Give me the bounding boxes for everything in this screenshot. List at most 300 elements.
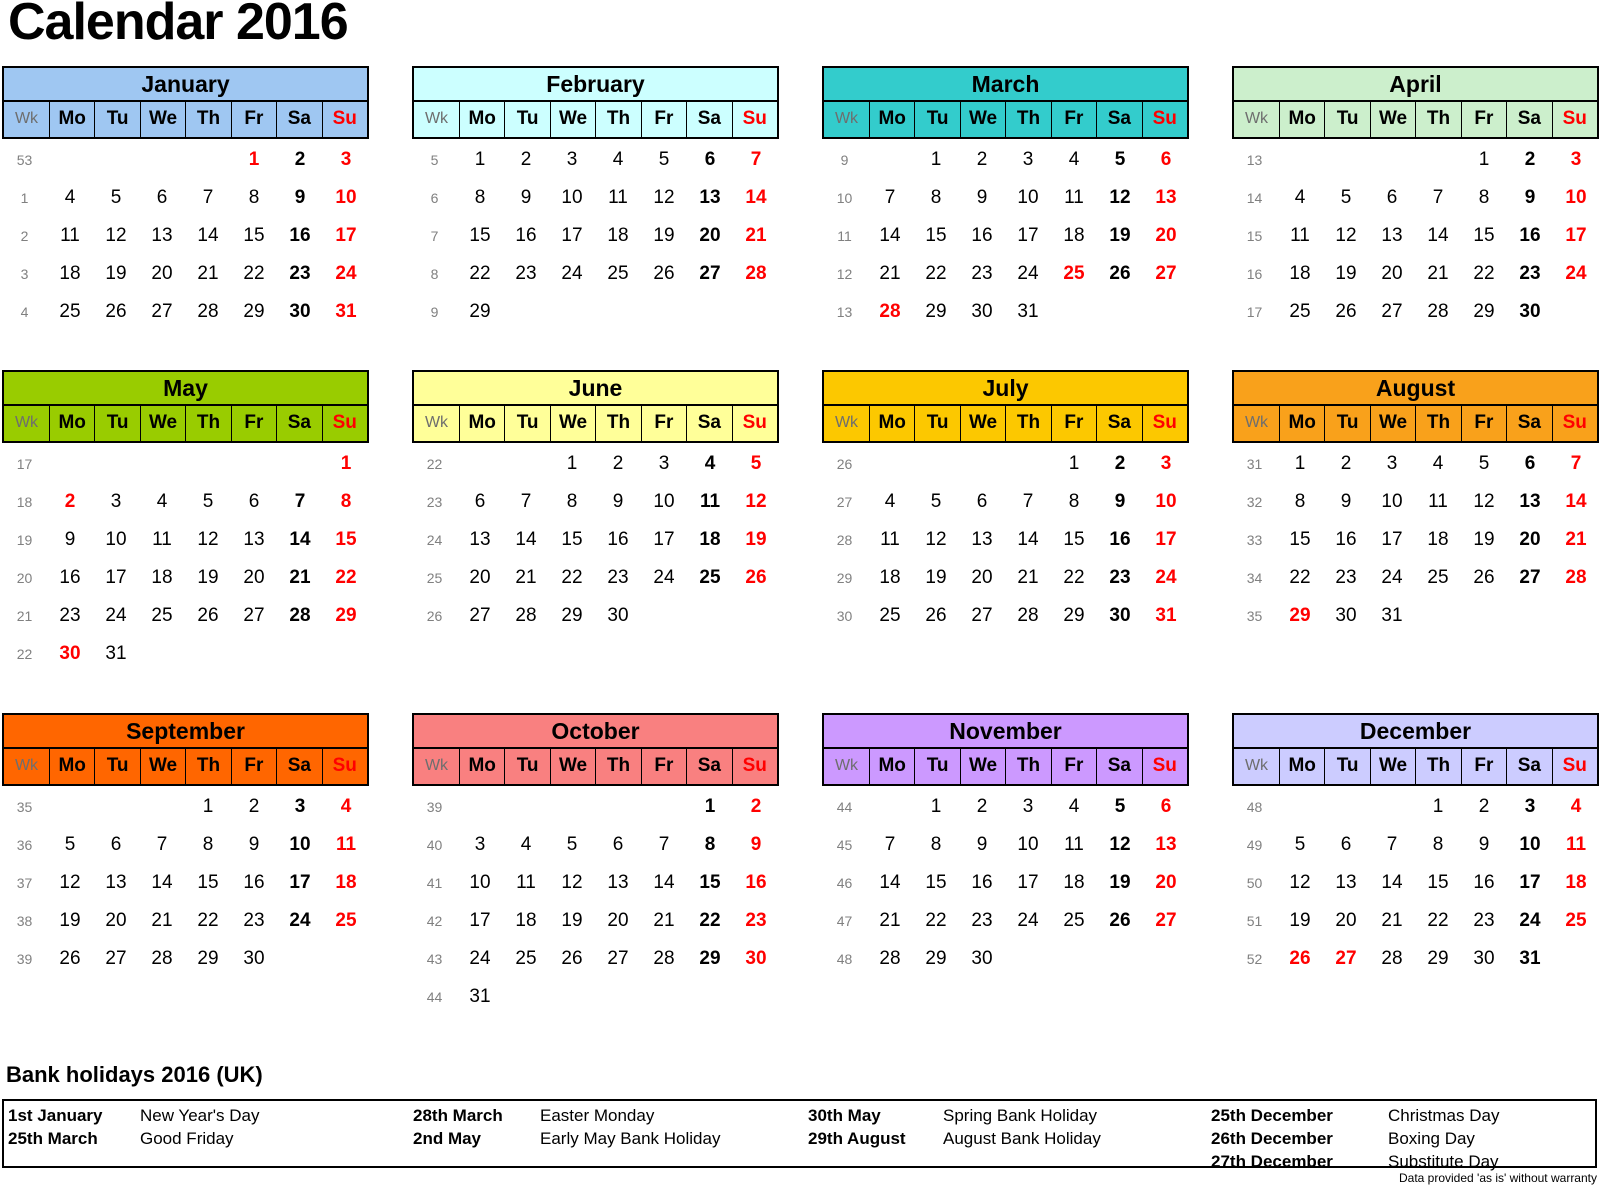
day-cell: 16 [971, 872, 993, 893]
weekday-header-mo: Mo [49, 102, 94, 137]
week-row [1232, 597, 1599, 635]
week-number: 51 [1246, 913, 1263, 929]
weekday-header-mo: Mo [459, 102, 504, 137]
weekday-header-row [2, 102, 369, 139]
weekday-header-tu: Tu [94, 406, 139, 441]
week-number: 30 [836, 608, 853, 624]
day-cell: 29 [925, 948, 947, 969]
bank-holiday-date: 25th March [8, 1129, 98, 1148]
week-number: 2 [20, 228, 29, 244]
bank-holiday-entry [1211, 1104, 1499, 1127]
day-cell: 23 [971, 910, 993, 931]
day-cell: 14 [1017, 529, 1039, 550]
weekday-header-su: Su [732, 749, 777, 784]
day-cell: 7 [1570, 453, 1582, 474]
day-cell: 14 [1427, 225, 1449, 246]
day-cell: 31 [1017, 301, 1039, 322]
day-cell: 29 [335, 605, 357, 626]
day-cell: 23 [1473, 910, 1495, 931]
day-cell: 8 [202, 834, 214, 855]
weekday-header-su: Su [1552, 749, 1597, 784]
weekday-header-we: We [140, 102, 185, 137]
bank-holiday-name: Substitute Day [1388, 1152, 1499, 1171]
bank-holiday-date: 29th August [808, 1129, 906, 1148]
bank-holidays-column-3 [808, 1104, 1101, 1150]
week-row [412, 445, 779, 483]
bank-holiday-name: Spring Bank Holiday [943, 1106, 1098, 1125]
day-cell: 3 [1386, 453, 1398, 474]
day-cell: 19 [197, 567, 219, 588]
weekday-header-tu: Tu [504, 749, 549, 784]
weekday-header-sa: Sa [276, 749, 321, 784]
week-number: 23 [426, 494, 443, 510]
day-cell: 17 [1519, 872, 1541, 893]
month-december [1232, 713, 1599, 1016]
day-cell: 8 [930, 187, 942, 208]
day-cell: 5 [64, 834, 76, 855]
day-cell: 20 [469, 567, 491, 588]
day-cell: 15 [469, 225, 491, 246]
weekday-header-we: We [1370, 102, 1415, 137]
day-cell: 17 [1155, 529, 1177, 550]
weekday-header-wk: Wk [424, 414, 449, 431]
day-cell: 17 [653, 529, 675, 550]
week-number: 42 [426, 913, 443, 929]
day-cell: 30 [59, 643, 81, 664]
day-cell: 28 [1565, 567, 1587, 588]
day-cell: 11 [880, 529, 900, 550]
day-cell: 22 [243, 263, 265, 284]
week-number: 10 [836, 190, 853, 206]
day-cell: 10 [105, 529, 127, 550]
day-cell: 6 [612, 834, 624, 855]
day-cell: 11 [152, 529, 172, 550]
weekday-header-tu: Tu [1324, 406, 1369, 441]
day-cell: 31 [1155, 605, 1177, 626]
day-cell: 27 [1519, 567, 1541, 588]
day-cell: 7 [202, 187, 214, 208]
day-cell: 5 [658, 149, 670, 170]
day-cell: 25 [515, 948, 537, 969]
day-cell: 9 [64, 529, 76, 550]
day-cell: 24 [1155, 567, 1177, 588]
week-number: 5 [430, 152, 439, 168]
day-cell: 24 [1017, 263, 1039, 284]
week-row [2, 217, 369, 255]
day-cell: 16 [607, 529, 629, 550]
day-cell: 8 [704, 834, 716, 855]
day-cell: 17 [105, 567, 127, 588]
day-cell: 26 [1109, 263, 1131, 284]
week-row [412, 483, 779, 521]
day-cell: 16 [59, 567, 81, 588]
day-cell: 27 [1381, 301, 1403, 322]
day-cell: 28 [289, 605, 311, 626]
weekday-header-fr: Fr [1461, 102, 1506, 137]
week-number: 6 [430, 190, 439, 206]
day-cell: 1 [474, 149, 486, 170]
month-row-3 [2, 713, 1599, 1016]
day-cell: 13 [971, 529, 993, 550]
weekday-header-th: Th [1415, 102, 1460, 137]
day-cell: 28 [879, 301, 901, 322]
day-cell: 20 [1155, 872, 1177, 893]
week-row [822, 179, 1189, 217]
day-cell: 1 [248, 149, 260, 170]
day-cell: 10 [653, 491, 675, 512]
week-number: 4 [20, 304, 29, 320]
weekday-header-wk: Wk [834, 757, 859, 774]
day-cell: 3 [1524, 796, 1536, 817]
day-cell: 18 [879, 567, 901, 588]
day-cell: 26 [925, 605, 947, 626]
week-number: 21 [16, 608, 33, 624]
weekday-header-we: We [550, 102, 595, 137]
weekday-header-fr: Fr [231, 406, 276, 441]
day-cell: 2 [750, 796, 762, 817]
week-row [822, 293, 1189, 331]
day-cell: 12 [1473, 491, 1495, 512]
day-cell: 20 [105, 910, 127, 931]
day-cell: 18 [699, 529, 721, 550]
weekday-header-tu: Tu [1324, 749, 1369, 784]
day-cell: 22 [1473, 263, 1495, 284]
weekday-header-row [822, 102, 1189, 139]
week-number: 39 [426, 799, 443, 815]
day-cell: 31 [1381, 605, 1403, 626]
day-cell: 12 [1109, 187, 1131, 208]
day-cell: 23 [243, 910, 265, 931]
day-cell: 27 [1155, 263, 1177, 284]
week-number: 46 [836, 875, 853, 891]
day-cell: 2 [520, 149, 532, 170]
week-number: 26 [426, 608, 443, 624]
weekday-header-sa: Sa [1096, 406, 1141, 441]
day-cell: 15 [925, 225, 947, 246]
month-title: September [2, 713, 369, 749]
day-grid [412, 443, 779, 635]
day-cell: 8 [474, 187, 486, 208]
weekday-header-mo: Mo [869, 749, 914, 784]
day-cell: 7 [1386, 834, 1398, 855]
day-cell: 2 [976, 149, 988, 170]
day-cell: 13 [1155, 187, 1177, 208]
day-cell: 18 [1063, 225, 1085, 246]
day-cell: 31 [469, 986, 491, 1007]
week-number: 9 [430, 304, 439, 320]
week-row [1232, 141, 1599, 179]
bank-holiday-entry [8, 1104, 259, 1127]
day-cell: 2 [248, 796, 260, 817]
day-cell: 22 [1289, 567, 1311, 588]
day-cell: 2 [1340, 453, 1352, 474]
bank-holiday-date: 28th March [413, 1106, 503, 1125]
day-cell: 9 [248, 834, 260, 855]
week-number: 29 [836, 570, 853, 586]
day-cell: 29 [243, 301, 265, 322]
day-cell: 26 [1289, 948, 1311, 969]
day-cell: 3 [566, 149, 578, 170]
week-row [822, 940, 1189, 978]
day-cell: 24 [1381, 567, 1403, 588]
week-row [1232, 179, 1599, 217]
day-cell: 25 [699, 567, 721, 588]
day-cell: 6 [1524, 453, 1536, 474]
day-cell: 11 [699, 491, 721, 512]
day-cell: 27 [607, 948, 629, 969]
week-row [2, 940, 369, 978]
day-cell: 13 [1519, 491, 1541, 512]
day-cell: 9 [1478, 834, 1490, 855]
day-cell: 25 [879, 605, 901, 626]
week-number: 44 [426, 989, 443, 1005]
day-cell: 12 [745, 491, 767, 512]
weekday-header-row [822, 749, 1189, 786]
day-cell: 1 [566, 453, 578, 474]
weekday-header-su: Su [322, 406, 367, 441]
day-cell: 20 [1381, 263, 1403, 284]
day-cell: 6 [248, 491, 260, 512]
day-cell: 22 [197, 910, 219, 931]
day-cell: 12 [561, 872, 583, 893]
weekday-header-su: Su [322, 749, 367, 784]
weekday-header-wk: Wk [424, 110, 449, 127]
day-grid [822, 443, 1189, 635]
day-cell: 17 [1381, 529, 1403, 550]
day-cell: 14 [653, 872, 675, 893]
week-number: 20 [16, 570, 33, 586]
day-cell: 30 [1519, 301, 1541, 322]
weekday-header-th: Th [1005, 406, 1050, 441]
week-row [412, 826, 779, 864]
day-cell: 25 [59, 301, 81, 322]
day-cell: 15 [197, 872, 219, 893]
week-number: 19 [16, 532, 33, 548]
day-cell: 2 [976, 796, 988, 817]
month-june [412, 370, 779, 673]
day-cell: 3 [1022, 796, 1034, 817]
day-cell: 16 [971, 225, 993, 246]
day-cell: 4 [884, 491, 896, 512]
day-cell: 3 [658, 453, 670, 474]
day-cell: 19 [59, 910, 81, 931]
week-row [2, 902, 369, 940]
weekday-header-fr: Fr [231, 749, 276, 784]
day-cell: 22 [925, 263, 947, 284]
day-cell: 22 [469, 263, 491, 284]
day-cell: 8 [1294, 491, 1306, 512]
bank-holidays-column-1 [8, 1104, 259, 1150]
weekday-header-sa: Sa [276, 102, 321, 137]
day-cell: 16 [515, 225, 537, 246]
day-cell: 26 [197, 605, 219, 626]
week-number: 41 [426, 875, 443, 891]
day-cell: 17 [561, 225, 583, 246]
weekday-header-we: We [140, 406, 185, 441]
day-cell: 8 [340, 491, 352, 512]
day-grid [822, 786, 1189, 978]
day-cell: 10 [289, 834, 311, 855]
week-row [412, 940, 779, 978]
week-number: 32 [1246, 494, 1263, 510]
day-cell: 9 [1340, 491, 1352, 512]
day-cell: 26 [105, 301, 127, 322]
day-cell: 18 [335, 872, 357, 893]
weekday-header-wk: Wk [1244, 110, 1269, 127]
bank-holiday-date: 1st January [8, 1106, 103, 1125]
bank-holiday-entry [413, 1127, 720, 1150]
day-cell: 5 [930, 491, 942, 512]
day-cell: 11 [1565, 834, 1587, 855]
bank-holiday-name: New Year's Day [140, 1106, 260, 1125]
day-cell: 27 [105, 948, 127, 969]
week-number: 25 [426, 570, 443, 586]
weekday-header-sa: Sa [686, 102, 731, 137]
day-cell: 10 [1381, 491, 1403, 512]
week-number: 45 [836, 837, 853, 853]
week-row [822, 217, 1189, 255]
day-cell: 2 [64, 491, 76, 512]
day-grid [2, 786, 369, 978]
day-cell: 3 [340, 149, 352, 170]
bank-holiday-entry [8, 1127, 259, 1150]
week-row [412, 217, 779, 255]
day-cell: 7 [750, 149, 762, 170]
month-row-2 [2, 370, 1599, 673]
day-cell: 13 [699, 187, 721, 208]
day-cell: 15 [1289, 529, 1311, 550]
day-cell: 25 [1427, 567, 1449, 588]
day-cell: 7 [884, 187, 896, 208]
day-cell: 24 [289, 910, 311, 931]
day-cell: 25 [1289, 301, 1311, 322]
week-number: 14 [1246, 190, 1263, 206]
day-cell: 19 [925, 567, 947, 588]
day-cell: 11 [1064, 834, 1084, 855]
week-row [2, 293, 369, 331]
weekday-header-row [1232, 406, 1599, 443]
bank-holiday-entry [413, 1104, 720, 1127]
day-cell: 23 [515, 263, 537, 284]
day-cell: 1 [930, 796, 942, 817]
day-cell: 1 [704, 796, 716, 817]
day-cell: 7 [520, 491, 532, 512]
day-cell: 26 [653, 263, 675, 284]
weekday-header-tu: Tu [1324, 102, 1369, 137]
day-cell: 11 [60, 225, 80, 246]
day-cell: 1 [202, 796, 214, 817]
day-cell: 20 [243, 567, 265, 588]
month-title: March [822, 66, 1189, 102]
weekday-header-su: Su [1142, 749, 1187, 784]
day-cell: 13 [469, 529, 491, 550]
day-cell: 19 [1109, 225, 1131, 246]
day-grid [1232, 443, 1599, 635]
month-september [2, 713, 369, 1016]
day-grid [2, 139, 369, 331]
weekday-header-row [1232, 749, 1599, 786]
month-title: June [412, 370, 779, 406]
day-cell: 24 [1519, 910, 1541, 931]
bank-holiday-entry [808, 1127, 1101, 1150]
day-cell: 21 [745, 225, 767, 246]
day-grid [2, 443, 369, 673]
day-cell: 6 [976, 491, 988, 512]
weekday-header-fr: Fr [641, 406, 686, 441]
day-cell: 29 [561, 605, 583, 626]
month-november [822, 713, 1189, 1016]
week-number: 28 [836, 532, 853, 548]
week-number: 40 [426, 837, 443, 853]
day-cell: 28 [879, 948, 901, 969]
day-cell: 29 [1289, 605, 1311, 626]
day-cell: 14 [879, 872, 901, 893]
weekday-header-tu: Tu [914, 102, 959, 137]
day-cell: 26 [59, 948, 81, 969]
day-cell: 26 [1473, 567, 1495, 588]
day-cell: 22 [561, 567, 583, 588]
day-cell: 13 [151, 225, 173, 246]
weekday-header-sa: Sa [686, 749, 731, 784]
day-cell: 16 [1335, 529, 1357, 550]
day-cell: 8 [1478, 187, 1490, 208]
bank-holiday-date: 26th December [1211, 1129, 1333, 1148]
day-cell: 30 [1335, 605, 1357, 626]
day-cell: 31 [105, 643, 127, 664]
day-cell: 9 [520, 187, 532, 208]
week-number: 33 [1246, 532, 1263, 548]
week-row [2, 255, 369, 293]
day-grid [1232, 786, 1599, 978]
week-row [822, 902, 1189, 940]
week-row [412, 978, 779, 1016]
week-row [822, 597, 1189, 635]
day-cell: 11 [1064, 187, 1084, 208]
weekday-header-tu: Tu [914, 406, 959, 441]
bank-holiday-name: Christmas Day [1388, 1106, 1500, 1125]
data-warranty-note: Data provided 'as is' without warranty [1398, 1171, 1597, 1185]
day-cell: 16 [243, 872, 265, 893]
week-number: 34 [1246, 570, 1263, 586]
day-cell: 21 [1427, 263, 1449, 284]
day-cell: 12 [1289, 872, 1311, 893]
day-cell: 15 [925, 872, 947, 893]
day-cell: 26 [745, 567, 767, 588]
week-row [2, 597, 369, 635]
bank-holidays-column-2 [413, 1104, 720, 1150]
day-cell: 10 [561, 187, 583, 208]
week-row [822, 864, 1189, 902]
weekday-header-we: We [1370, 406, 1415, 441]
week-number: 31 [1246, 456, 1263, 472]
weekday-header-sa: Sa [1506, 406, 1551, 441]
day-cell: 10 [1155, 491, 1177, 512]
day-cell: 30 [745, 948, 767, 969]
week-row [1232, 902, 1599, 940]
weekday-header-sa: Sa [1506, 749, 1551, 784]
day-cell: 7 [884, 834, 896, 855]
month-title: October [412, 713, 779, 749]
week-row [412, 521, 779, 559]
day-cell: 30 [1109, 605, 1131, 626]
day-cell: 1 [930, 149, 942, 170]
bank-holidays-column-4 [1211, 1104, 1499, 1173]
day-cell: 5 [202, 491, 214, 512]
day-cell: 25 [607, 263, 629, 284]
day-cell: 28 [745, 263, 767, 284]
month-title: February [412, 66, 779, 102]
week-row [412, 788, 779, 826]
